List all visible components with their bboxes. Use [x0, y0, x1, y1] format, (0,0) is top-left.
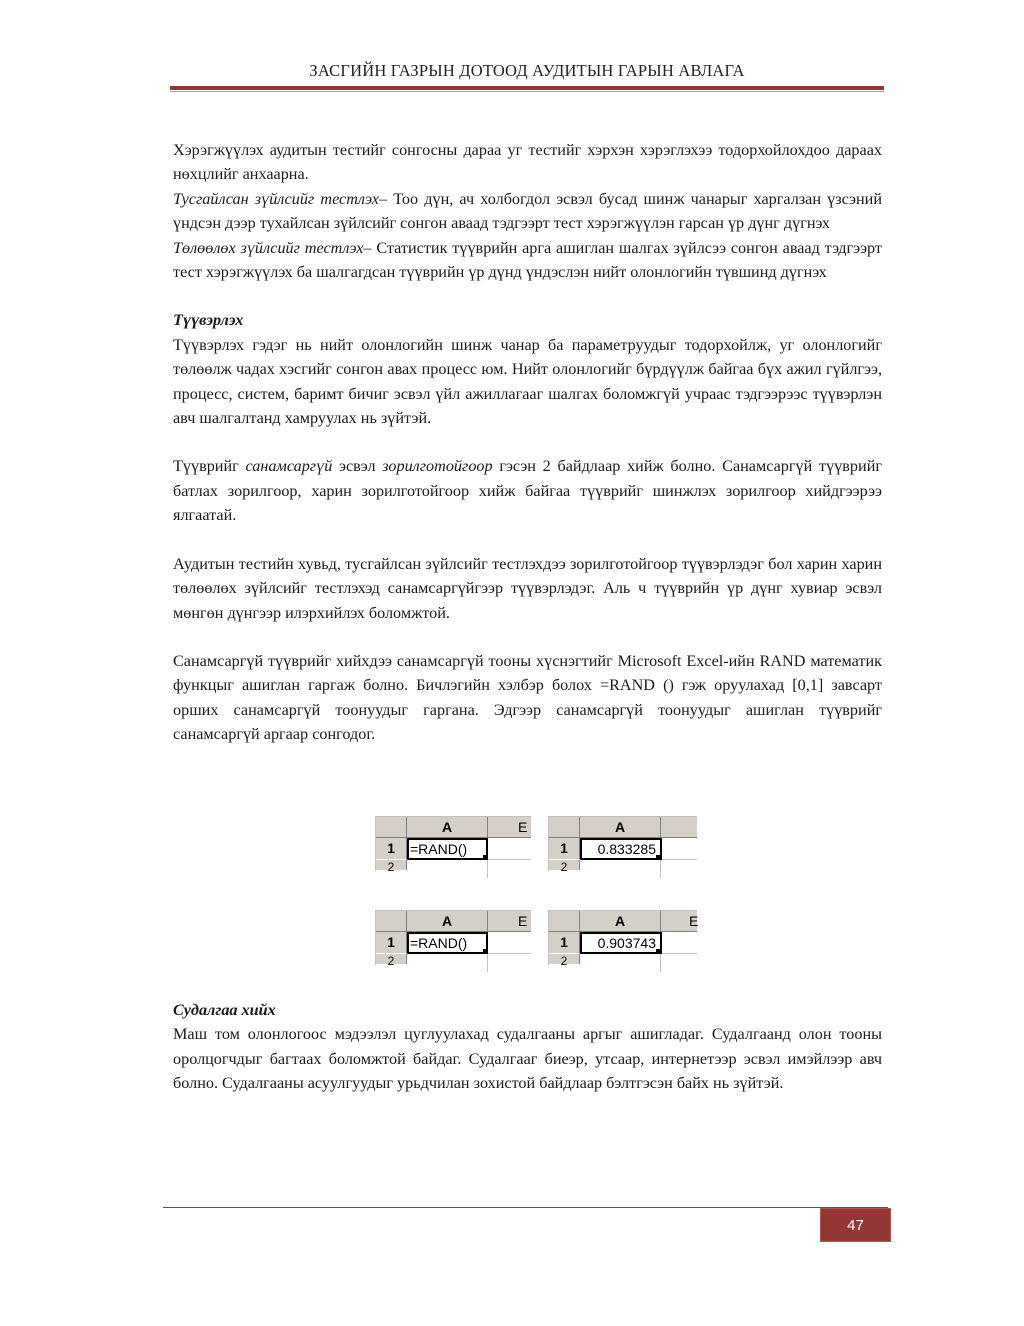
column-header-b: E	[518, 819, 528, 835]
section-heading: Түүвэрлэх	[173, 311, 244, 330]
text-run: Түүврийг	[173, 457, 246, 476]
paragraph: Санамсаргүй түүврийг хийхдээ санамсаргүй тооны хүснэгтийг Microsoft Excel-ийн RAND математик функцыг ашиглан гаргаж болно. Бичлэгийн хэлбэр болох =RAND () гэж оруулахад [0,1] завсарт орших санамсаргүй тоонуудыг гаргана. Эдгээр санамсаргүй тоонуудыг ашиглан түүврийг санамсаргүй аргаар сонгодог.	[173, 651, 882, 744]
header-rule	[170, 86, 884, 90]
excel-corner	[549, 911, 580, 931]
footer-rule	[163, 1207, 888, 1208]
running-header: ЗАСГИЙН ГАЗРЫН ДОТООД АУДИТЫН ГАРЫН АВЛАГА	[309, 61, 745, 80]
fill-handle	[483, 949, 488, 954]
main-content	[173, 138, 882, 747]
row-header-1: 1	[376, 838, 407, 859]
excel-corner	[376, 911, 407, 931]
cell-a1-formula: =RAND()	[407, 838, 488, 860]
column-header-a: A	[407, 817, 488, 837]
paragraph: Түүвэрлэх гэдэг нь нийт олонлогийн шинж чанар ба параметруудыг тодорхойлж, уг олонлогийг төлөөлж чадах хэсгийг сонгон авах процесс юм. Нийт олонлогийг бүрдүүлж байгаа бүх ажил гүйлгээ, процесс, систем, баримт бичиг эсвэл үйл ажиллагааг шалгах боломжгүй учраас тэдгээрээс түүвэрлэн авч шалгалтанд хамруулах нь зүйтэй.	[173, 335, 882, 428]
text-run: гэсэн 2 байдлаар хийж болно. Санамсаргүй түүврийг батлах зорилгоор, харин зорилготойгоор хийж байгаа түүврийг шинжлэх зорилгоор хийдгээрээ ялгаатай.	[173, 457, 882, 525]
cell-a1-value: 0.903743	[580, 932, 662, 954]
excel-corner	[549, 817, 580, 837]
paragraph: Хэрэгжүүлэх аудитын тестийг сонгосны дараа уг тестийг хэрхэн хэрэглэхээ тодорхойлохдоо дараах нөхцлийг анхаарна.	[173, 141, 882, 184]
term-definition: – Тоо дүн, ач холбогдол эсвэл бусад шинж чанарыг харгалзан үзсэний үндсэн дээр тухайлсан зүйлсийг сонгон аваад тэдгээрт тест хэрэгжүүлэн гарсан үр дүнг дүгнэх	[173, 189, 882, 233]
column-header-b: E	[689, 913, 699, 929]
header-rule-thin	[170, 91, 884, 92]
cell-a1-formula: =RAND()	[407, 932, 488, 954]
cell-a1-value: 0.833285	[580, 838, 662, 860]
page-number: 47	[820, 1208, 891, 1242]
excel-result-snippet-1	[548, 816, 697, 874]
text-run: эсвэл	[332, 457, 383, 476]
row-header-2: 2	[376, 860, 407, 870]
row-header-1: 1	[376, 932, 407, 953]
research-section	[173, 998, 882, 1096]
excel-formula-snippet-1	[375, 816, 531, 874]
term: Төлөөлөх зүйлсийг тестлэх	[173, 238, 364, 257]
paragraph	[173, 187, 882, 236]
column-header-b: E	[518, 913, 528, 929]
fill-handle	[656, 855, 661, 860]
paragraph: Аудитын тестийн хувьд, тусгайлсан зүйлсийг тестлэхдээ зорилготойгоор түүвэрлэдэг бол харин харин төлөөлөх зүйлсийг тестлэхэд санамсаргүйгээр түүвэрлэдэг. Аль ч түүврийн үр дүнг хувиар эсвэл мөнгөн дүнгээр илэрхийлэх боломжтой.	[173, 554, 882, 622]
section-heading: Судалгаа хийх	[173, 1001, 276, 1019]
row-header-2: 2	[549, 954, 580, 964]
fill-handle	[656, 949, 661, 954]
column-header-a: A	[580, 911, 661, 931]
row-header-1: 1	[549, 932, 580, 953]
paragraph	[173, 454, 882, 527]
row-header-2: 2	[376, 954, 407, 964]
term: санамсаргүй	[245, 457, 333, 476]
row-header-1: 1	[549, 838, 580, 859]
excel-formula-snippet-2	[375, 910, 531, 968]
term-definition: – Статистик түүврийн арга ашиглан шалгах зүйлсээ сонгон аваад тэдгээрт тест хэрэгжүүлэх ба шалгагдсан түүврийн үр дүнд үндэслэн нийт олонлогийн түвшинд дүгнэх	[173, 238, 882, 282]
row-header-2: 2	[549, 860, 580, 870]
fill-handle	[483, 855, 488, 860]
column-header-a: A	[407, 911, 488, 931]
paragraph	[173, 236, 882, 285]
excel-result-snippet-2	[548, 910, 699, 968]
term: зорилготойгоор	[382, 457, 493, 476]
column-header-a: A	[580, 817, 661, 837]
term: Тусгайлсан зүйлсийг тестлэх	[173, 189, 379, 208]
paragraph: Маш том олонлогоос мэдээлэл цуглуулахад судалгааны аргыг ашигладаг. Судалгаанд олон тооны оролцогчдыг багтаах боломжтой байдаг. Судалгааг биеэр, утсаар, интернетээр эсвэл имэйлээр авч болно. Судалгааны асуулгуудыг урьдчилан зохистой байдлаар бэлтгэсэн байх нь зүйтэй.	[173, 1025, 882, 1093]
excel-corner	[376, 817, 407, 837]
